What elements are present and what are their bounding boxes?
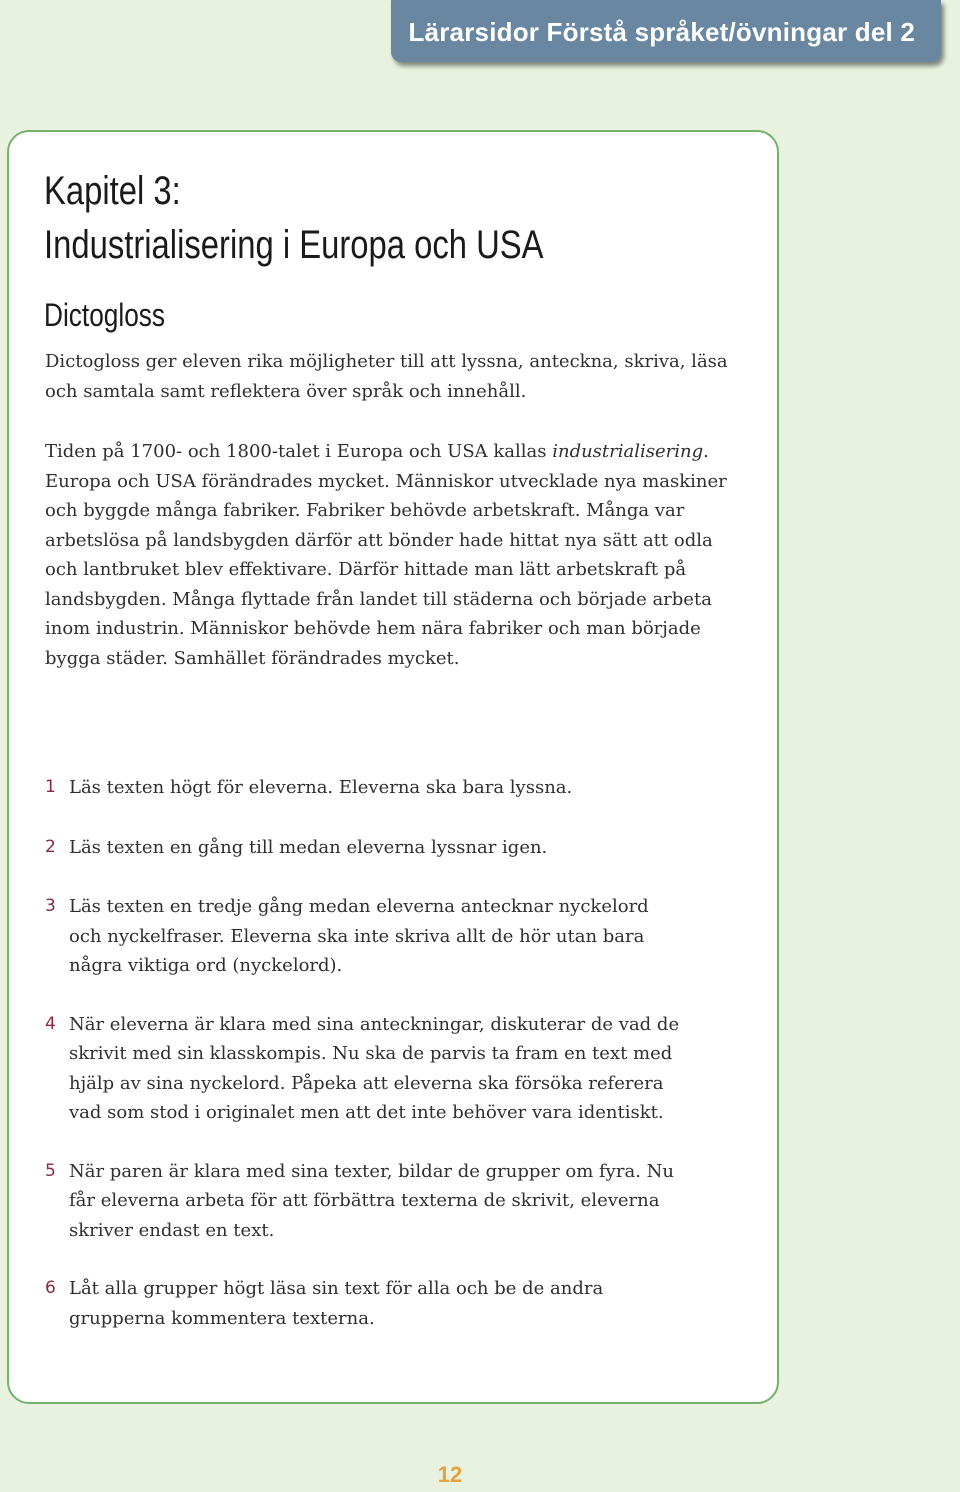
- chapter-title: [44, 164, 544, 272]
- step-text: Läs texten en tredje gång medan eleverna antecknar nyckelord och nyckelfraser. Eleverna ska inte skriva allt de hör utan bara några viktiga ord (nyckelord).: [69, 896, 649, 976]
- step-text: Läs texten en gång till medan eleverna lyssnar igen.: [69, 836, 548, 858]
- header-tab: [391, 0, 941, 62]
- step-number: 1: [45, 777, 56, 797]
- step-number: 5: [45, 1160, 56, 1181]
- step-2: [45, 833, 745, 863]
- step-text: Läs texten högt för eleverna. Eleverna ska bara lyssna.: [69, 777, 573, 798]
- step-text: När eleverna är klara med sina anteckningar, diskuterar de vad de skrivit med sin klasskompis. Nu ska de parvis ta fram en text med hjälp av sina nyckelord. Påpeka att eleverna ska försöka referera vad som stod i originalet men att det inte behöver vara identiskt.: [69, 1013, 680, 1123]
- intro-paragraph: Dictogloss ger eleven rika möjligheter till att lyssna, anteckna, skriva, läsa och samtala samt reflektera över språk och innehåll.: [45, 351, 728, 402]
- story-part2: . Europa och USA förändrades mycket. Människor utvecklade nya maskiner och byggde många fabriker. Fabriker behövde arbetskraft. Många var arbetslösa på landsbygden därför att bönder hade hittat nya sätt att odla och lantbruket blev effektivare. Därför hittade man lätt arbetskraft på landsbygden. Många flyttade från landet till städerna och började arbeta inom industrin. Människor behövde hem nära fabriker och man började bygga städer. Samhället förändrades mycket.: [45, 441, 727, 669]
- chapter-title-line1: Kapitel 3:: [44, 169, 181, 213]
- story-part1: Tiden på 1700- och 1800-talet i Europa och USA kallas: [45, 441, 553, 462]
- step-number: 3: [45, 896, 56, 916]
- step-1: [45, 773, 745, 803]
- step-number: 4: [45, 1013, 56, 1034]
- section-title: Dictogloss: [44, 297, 166, 333]
- step-text: När paren är klara med sina texter, bildar de grupper om fyra. Nu får eleverna arbeta för att förbättra texterna de skrivit, eleverna skriver endast en text.: [69, 1160, 674, 1241]
- step-list: [45, 773, 745, 1333]
- step-number: 6: [45, 1278, 56, 1298]
- step-5: [45, 1157, 745, 1246]
- header-title: Lärarsidor Förstå språket/övningar del 2: [408, 16, 915, 47]
- story-paragraph: [45, 437, 745, 673]
- step-4: [45, 1010, 745, 1128]
- story-emphasis: industrialisering: [552, 441, 704, 462]
- step-number: 2: [45, 836, 56, 857]
- step-6: [45, 1274, 745, 1333]
- chapter-title-line2: Industrialisering i Europa och USA: [44, 223, 544, 267]
- step-text: Låt alla grupper högt läsa sin text för alla och be de andra grupperna kommentera texterna.: [69, 1278, 604, 1329]
- step-3: [45, 892, 745, 981]
- page-number: 12: [437, 1462, 463, 1487]
